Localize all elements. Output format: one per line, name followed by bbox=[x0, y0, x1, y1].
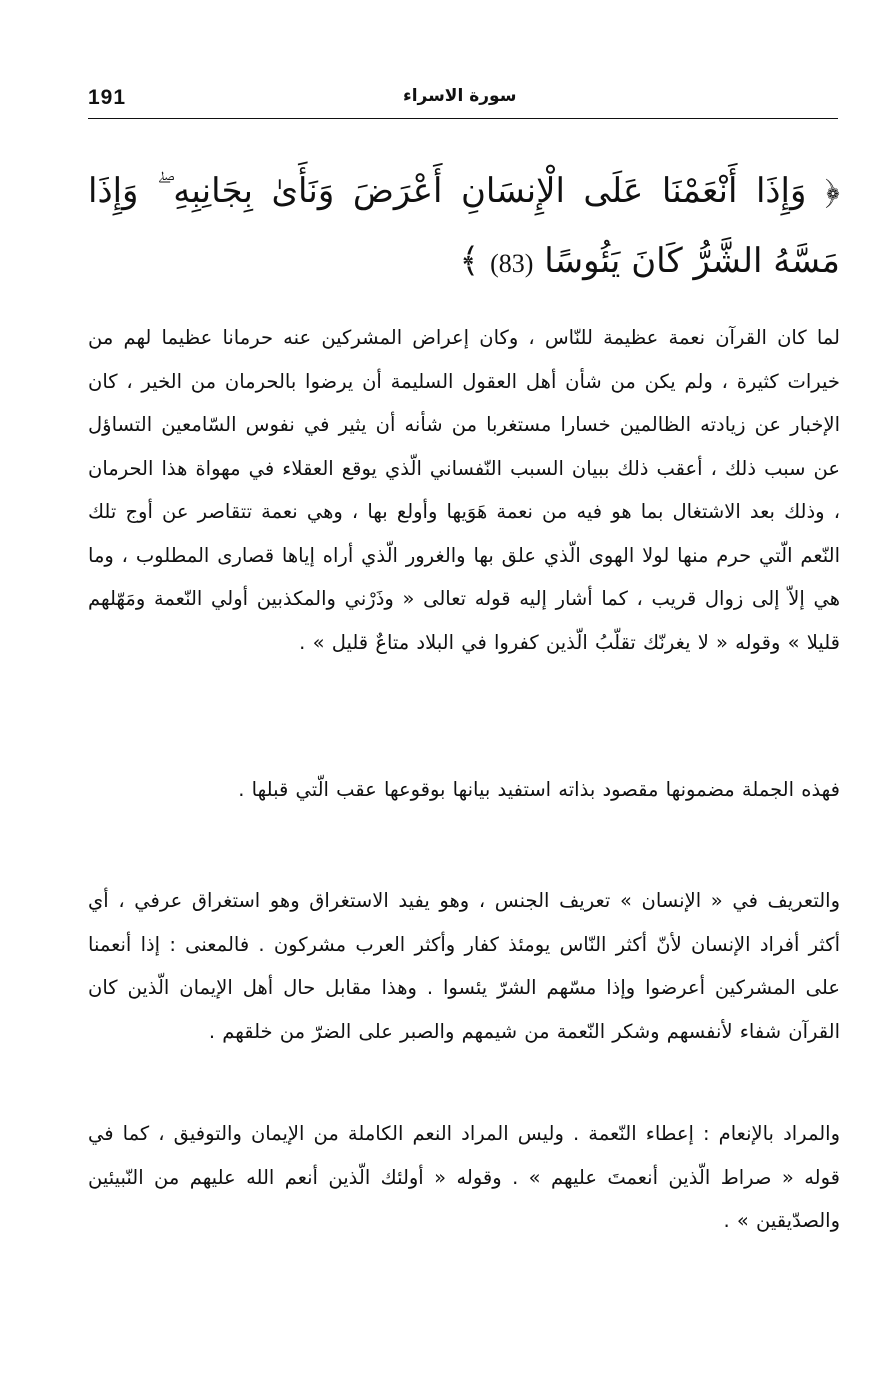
commentary-paragraph-3: والتعريف في « الإنسان » تعريف الجنس ، وهو يفيد الاستغراق وهو استغراق عرفي ، أي أكثر أفراد الإنسان لأنّ أكثر النّاس يومئذ كفار وأكثر العرب مشركون . فالمعنى : إذا أنعمنا على المشركين أعرضوا وإذا مسّهم الشرّ يئسوا . وهذا مقابل حال أهل الإيمان الّذين كان القرآن شفاء لأنفسهم وشكر النّعمة من شيمهم والصبر على الضرّ من خلقهم . bbox=[88, 889, 840, 1043]
quran-verse bbox=[88, 156, 840, 299]
page-number: 191 bbox=[88, 86, 127, 109]
commentary-paragraph-2: فهذه الجملة مضمونها مقصود بذاته استفيد بيانها بوقوعها عقب الّتي قبلها . bbox=[238, 778, 840, 801]
running-title: سورة الاسراء bbox=[403, 86, 517, 106]
header-divider bbox=[88, 118, 838, 119]
commentary-paragraph-4: والمراد بالإنعام : إعطاء النّعمة . وليس المراد النعم الكاملة من الإيمان والتوفيق ، كما في قوله « صراط الّذين أنعمتَ عليهم » . وقوله « أولئك الّذين أنعم الله عليهم من النّبيئين والصدّيقين » . bbox=[88, 1122, 840, 1232]
verse-number: (83) bbox=[490, 249, 534, 278]
page-header bbox=[88, 86, 838, 120]
verse-text: ﴿ وَإِذَا أَنْعَمْنَا عَلَى الْإِنسَانِ أَعْرَضَ وَنَأَىٰ بِجَانِبِهِ ۖ وَإِذَا مَسَّهُ الشَّرُّ كَانَ يَئُوسًا bbox=[88, 171, 840, 281]
commentary-paragraph-1: لما كان القرآن نعمة عظيمة للنّاس ، وكان إعراض المشركين عنه حرمانا عظيما لهم من خيرات كثيرة ، ولم يكن من شأن أهل العقول السليمة أن يرضوا بالحرمان من الخير ، كان الإخبار عن زيادته الظالمين خسارا مستغربا من شأنه أن يثير في نفوس السّامعين التساؤل عن سبب ذلك ، أعقب ذلك ببيان السبب النّفساني الّذي يوقع العقلاء في مهواة هذا الحرمان ، وذلك بعد الاشتغال بما هو فيه من نعمة هَوَيها وأولع بها ، وهي نعمة تتقاصر عن أوج تلك النّعم الّتي حرم منها لولا الهوى الّذي علق بها والغرور الّذي أراه إياها قصارى المطلوب ، وما هي إلاّ إلى زوال قريب ، كما أشار إليه قوله تعالى « وذَرْني والمكذبين أولي النّعمة ومَهّلهم قليلا » وقوله « لا يغرنّك تقلّبُ الّذين كفروا في البلاد متاعٌ قليل » . bbox=[88, 326, 840, 654]
verse-close-bracket: ﴾ bbox=[459, 241, 480, 281]
